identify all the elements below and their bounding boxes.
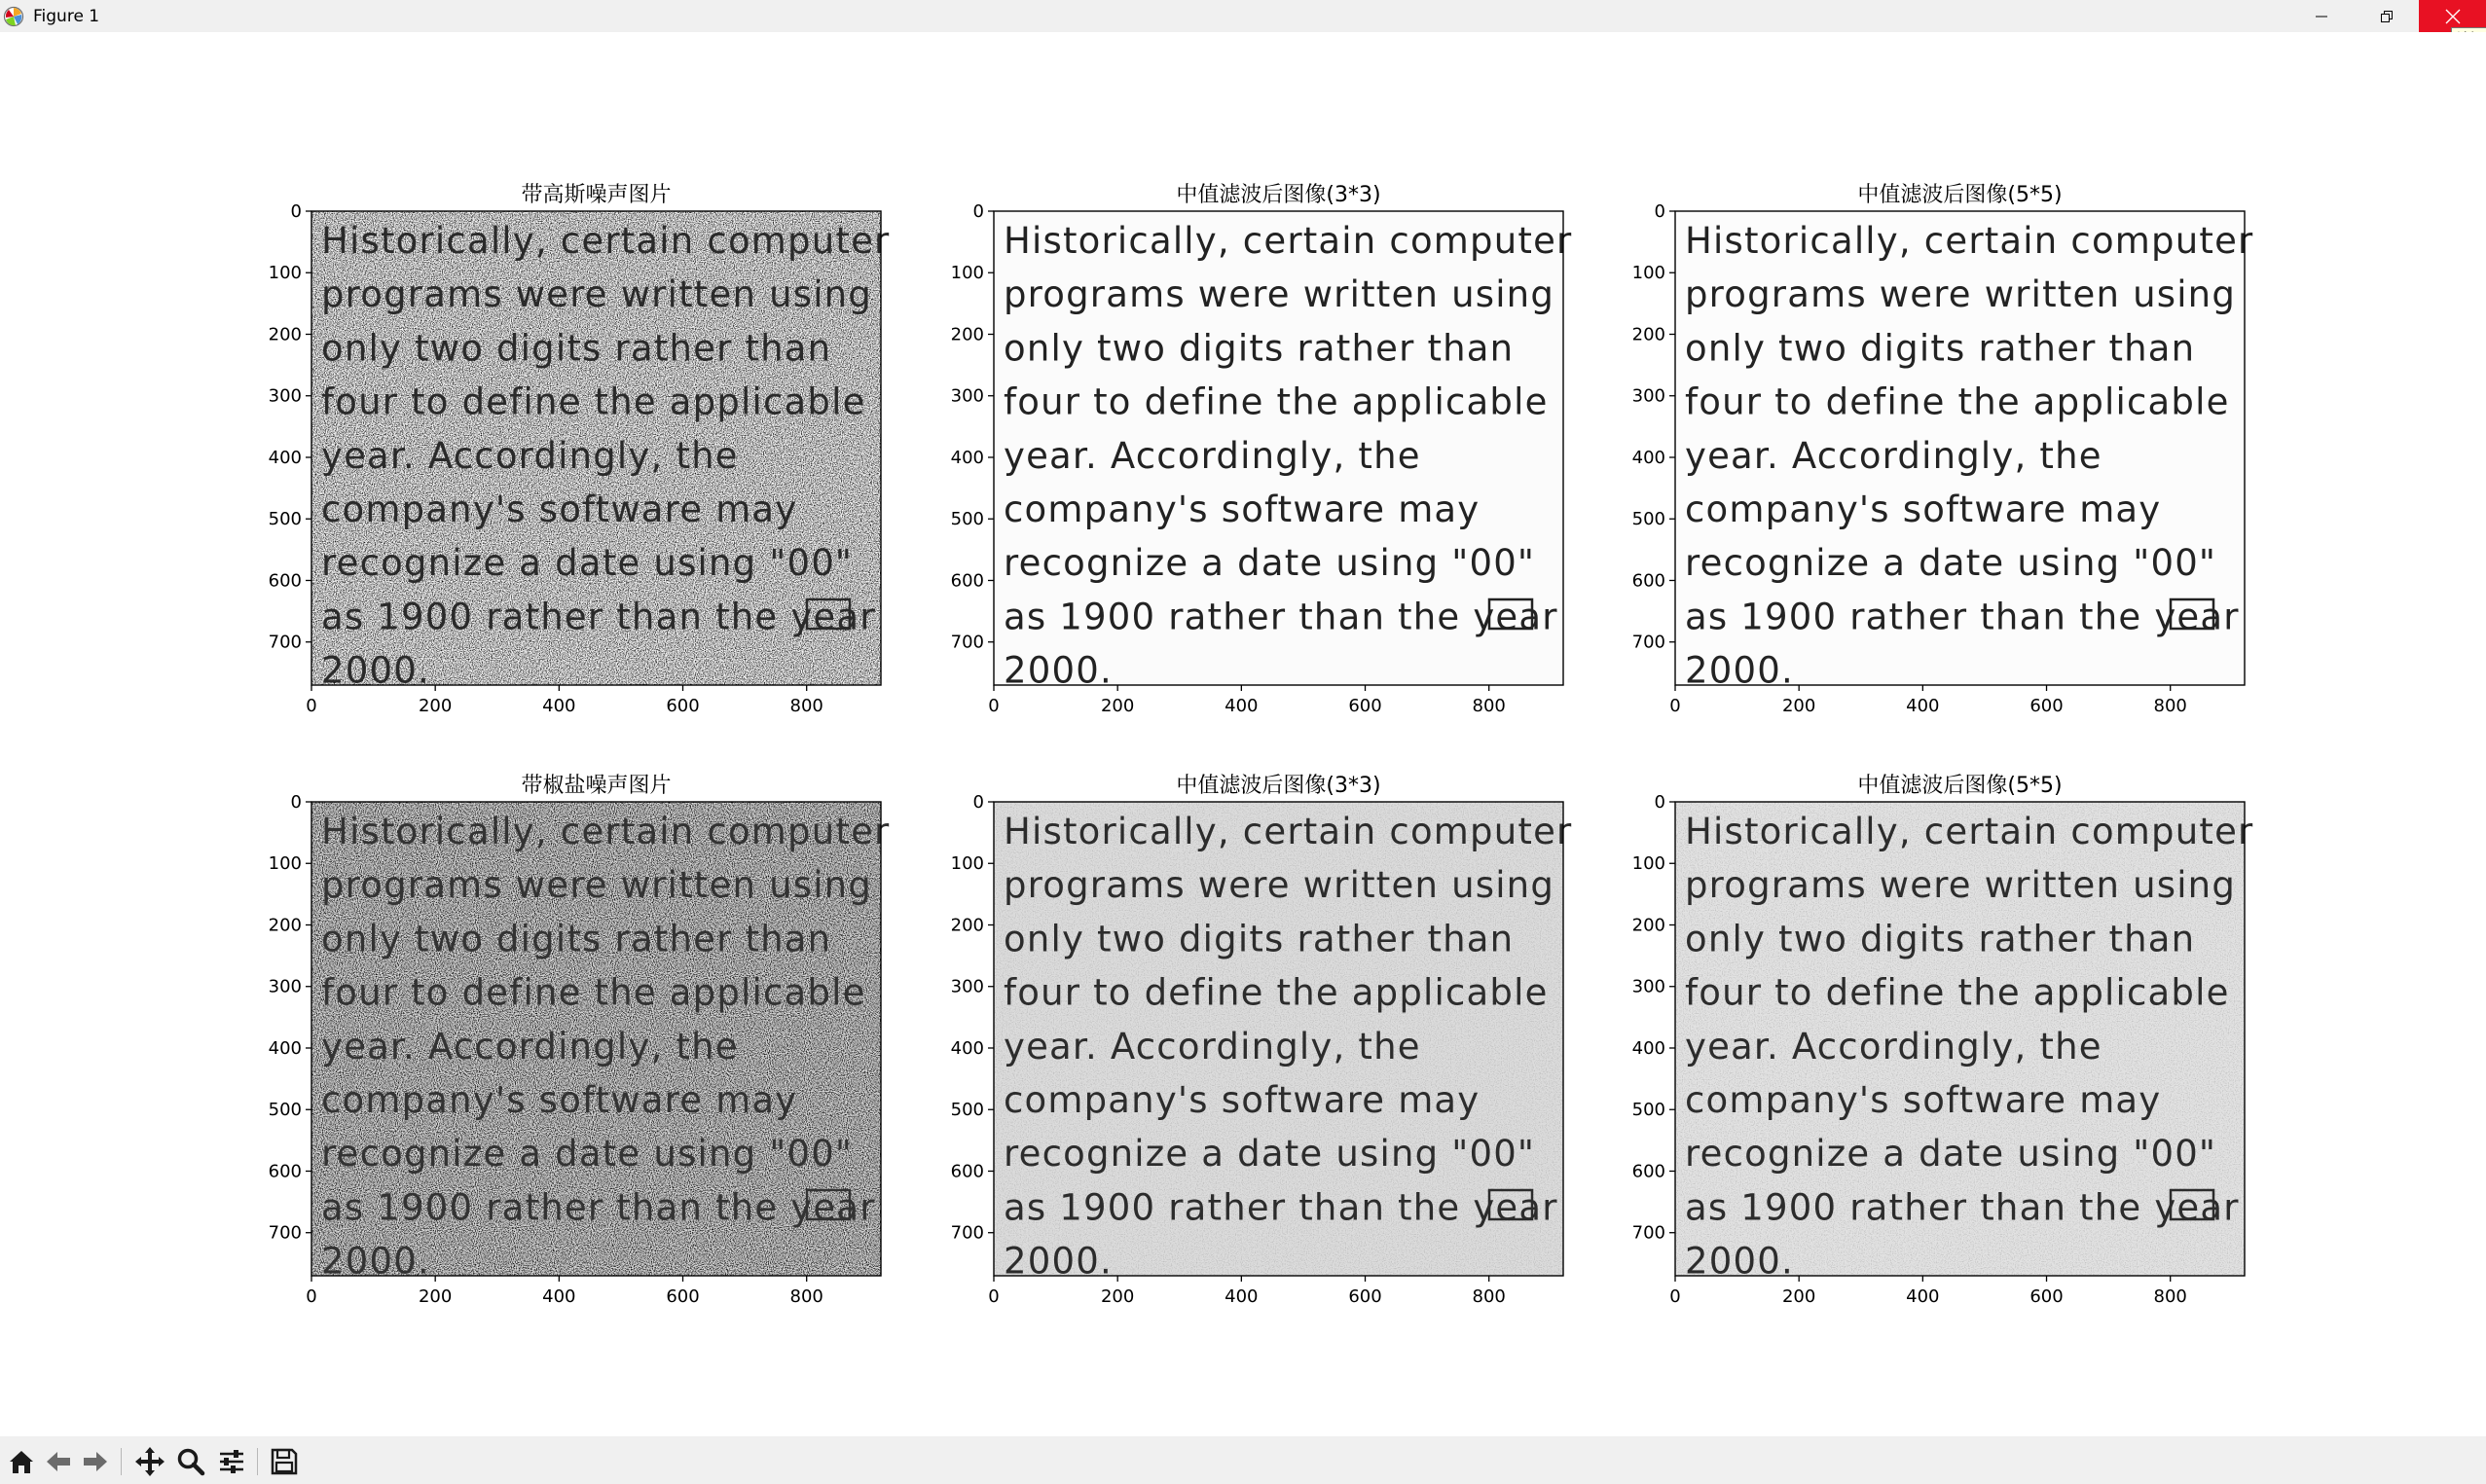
- image-text-line: as 1900 rather than the year: [1004, 1186, 1558, 1229]
- image-text-line: four to define the applicable: [321, 971, 866, 1014]
- y-tick-label: 500: [950, 1100, 984, 1121]
- subplot-axes[interactable]: [951, 774, 1573, 1307]
- y-tick-label: 100: [268, 853, 302, 875]
- x-tick-label: 600: [2029, 696, 2064, 716]
- image-text-line: only two digits rather than: [1685, 327, 2196, 370]
- y-tick-label: 200: [950, 915, 984, 936]
- image-text-line: as 1900 rather than the year: [1685, 1186, 2240, 1229]
- image-text-line: four to define the applicable: [1685, 380, 2230, 423]
- y-tick-label: 600: [950, 1161, 984, 1182]
- y-tick-label: 300: [1631, 385, 1665, 407]
- pan-button[interactable]: [132, 1446, 167, 1477]
- x-tick-label: 800: [1472, 1286, 1506, 1307]
- subplot-axes[interactable]: [269, 183, 891, 716]
- image-text-line: company's software may: [1685, 1079, 2162, 1121]
- image-text-line: only two digits rather than: [321, 918, 832, 960]
- matplotlib-app-icon: [3, 6, 24, 27]
- image-text-line: programs were written using: [1685, 864, 2237, 907]
- x-tick-label: 0: [306, 696, 317, 716]
- y-tick-label: 600: [1631, 570, 1665, 592]
- image-text-line: only two digits rather than: [1004, 918, 1515, 960]
- image-text-line: Historically, certain computer: [1685, 811, 2254, 852]
- axes-title: 中值滤波后图像(3*3): [1176, 774, 1381, 798]
- x-tick-label: 600: [666, 1286, 700, 1307]
- x-tick-label: 400: [1225, 696, 1259, 716]
- image-text-line: four to define the applicable: [1004, 380, 1549, 423]
- x-tick-label: 0: [1669, 696, 1681, 716]
- image-text-line: Historically, certain computer: [321, 220, 891, 262]
- configure-subplots-icon: [217, 1448, 246, 1475]
- y-tick-label: 700: [1631, 632, 1665, 653]
- image-text-line: 2000.: [1685, 649, 1794, 692]
- back-button[interactable]: [41, 1446, 76, 1477]
- subplot-axes[interactable]: [951, 183, 1573, 716]
- subplot-axes[interactable]: [269, 774, 891, 1307]
- restore-button[interactable]: [2352, 0, 2422, 32]
- y-tick-label: 700: [1631, 1222, 1665, 1244]
- image-text-line: recognize a date using "00": [321, 542, 854, 585]
- image-text-line: programs were written using: [321, 273, 873, 316]
- x-tick-label: 400: [542, 1286, 576, 1307]
- subplot-axes[interactable]: [1632, 774, 2254, 1307]
- toolbar-separator: [121, 1448, 122, 1475]
- y-tick-label: 500: [1631, 1100, 1665, 1121]
- x-tick-label: 0: [988, 1286, 1000, 1307]
- image-text-line: recognize a date using "00": [1004, 542, 1536, 585]
- image-text-line: year. Accordingly, the: [1685, 434, 2102, 477]
- y-tick-label: 0: [290, 201, 302, 222]
- y-tick-label: 300: [950, 385, 984, 407]
- home-icon: [7, 1448, 36, 1475]
- x-tick-label: 200: [1781, 1286, 1816, 1307]
- minimize-button[interactable]: [2286, 0, 2357, 32]
- y-tick-label: 200: [950, 324, 984, 345]
- configure-subplots-button[interactable]: [214, 1446, 249, 1477]
- window-titlebar: [0, 0, 2486, 32]
- y-tick-label: 200: [268, 324, 302, 345]
- image-text-line: Historically, certain computer: [1004, 811, 1573, 852]
- axes-title: 中值滤波后图像(3*3): [1176, 183, 1381, 207]
- image-text-line: recognize a date using "00": [1004, 1133, 1536, 1176]
- forward-button[interactable]: [78, 1446, 113, 1477]
- image-text-line: recognize a date using "00": [1685, 1133, 2217, 1176]
- image-text-line: as 1900 rather than the year: [321, 596, 876, 638]
- figure-plot-area: [0, 32, 2486, 1436]
- x-tick-label: 800: [789, 696, 823, 716]
- navigation-toolbar: [0, 1436, 2486, 1484]
- y-tick-label: 400: [1631, 447, 1665, 468]
- image-text-line: recognize a date using "00": [1685, 542, 2217, 585]
- y-tick-label: 0: [1654, 792, 1665, 813]
- image-text-line: as 1900 rather than the year: [321, 1186, 876, 1229]
- x-tick-label: 400: [1906, 1286, 1940, 1307]
- home-button[interactable]: [4, 1446, 39, 1477]
- image-text-line: year. Accordingly, the: [321, 1025, 739, 1068]
- x-tick-label: 200: [418, 696, 453, 716]
- y-tick-label: 100: [268, 263, 302, 284]
- y-tick-label: 100: [1631, 853, 1665, 875]
- subplot-axes[interactable]: [1632, 183, 2254, 716]
- y-tick-label: 100: [1631, 263, 1665, 284]
- y-tick-label: 400: [950, 447, 984, 468]
- pan-icon: [134, 1446, 165, 1477]
- x-tick-label: 600: [1348, 696, 1382, 716]
- image-text-line: company's software may: [321, 489, 798, 530]
- image-text-line: company's software may: [1004, 1079, 1481, 1121]
- image-text-line: year. Accordingly, the: [321, 434, 739, 477]
- image-text-line: programs were written using: [1685, 273, 2237, 316]
- image-text-line: company's software may: [1004, 489, 1481, 530]
- axes-title: 带高斯噪声图片: [521, 183, 672, 207]
- axes-title: 带椒盐噪声图片: [521, 774, 672, 798]
- y-tick-label: 400: [268, 447, 302, 468]
- image-text-line: 2000.: [1004, 649, 1113, 692]
- x-tick-label: 200: [1100, 696, 1135, 716]
- y-tick-label: 600: [1631, 1161, 1665, 1182]
- image-text-line: programs were written using: [1004, 273, 1555, 316]
- image-text-line: 2000.: [1004, 1240, 1113, 1283]
- image-text-line: year. Accordingly, the: [1004, 1025, 1421, 1068]
- y-tick-label: 700: [950, 632, 984, 653]
- x-tick-label: 200: [1781, 696, 1816, 716]
- y-tick-label: 500: [268, 1100, 302, 1121]
- minimize-icon: [2315, 10, 2328, 23]
- image-text-line: Historically, certain computer: [1004, 220, 1573, 262]
- y-tick-label: 300: [268, 385, 302, 407]
- window-title: Figure 1: [33, 7, 100, 26]
- image-text-line: programs were written using: [1004, 864, 1555, 907]
- image-text-line: year. Accordingly, the: [1685, 1025, 2102, 1068]
- x-tick-label: 800: [2153, 696, 2187, 716]
- y-tick-label: 300: [950, 976, 984, 997]
- forward-icon: [81, 1448, 110, 1475]
- y-tick-label: 600: [268, 570, 302, 592]
- y-tick-label: 400: [1631, 1037, 1665, 1059]
- x-tick-label: 0: [306, 1286, 317, 1307]
- y-tick-label: 200: [1631, 324, 1665, 345]
- y-tick-label: 0: [972, 201, 984, 222]
- x-tick-label: 0: [988, 696, 1000, 716]
- image-text-line: 2000.: [321, 649, 430, 692]
- y-tick-label: 700: [268, 632, 302, 653]
- image-text-line: only two digits rather than: [1004, 327, 1515, 370]
- x-tick-label: 0: [1669, 1286, 1681, 1307]
- y-tick-label: 600: [268, 1161, 302, 1182]
- back-icon: [44, 1448, 73, 1475]
- toolbar-separator: [257, 1448, 258, 1475]
- figure-canvas[interactable]: [0, 32, 2486, 1436]
- x-tick-label: 600: [1348, 1286, 1382, 1307]
- image-text-line: 2000.: [1685, 1240, 1794, 1283]
- axes-title: 中值滤波后图像(5*5): [1857, 183, 2063, 207]
- image-text-line: four to define the applicable: [1004, 971, 1549, 1014]
- image-text-line: Historically, certain computer: [321, 811, 891, 852]
- image-text-line: only two digits rather than: [1685, 918, 2196, 960]
- image-text-line: Historically, certain computer: [1685, 220, 2254, 262]
- x-tick-label: 400: [1225, 1286, 1259, 1307]
- y-tick-label: 400: [268, 1037, 302, 1059]
- image-text-line: four to define the applicable: [321, 380, 866, 423]
- y-tick-label: 300: [268, 976, 302, 997]
- axes-title: 中值滤波后图像(5*5): [1857, 774, 2063, 798]
- save-button[interactable]: [267, 1446, 302, 1477]
- image-text-line: company's software may: [321, 1079, 798, 1121]
- image-text-line: programs were written using: [321, 864, 873, 907]
- image-text-line: four to define the applicable: [1685, 971, 2230, 1014]
- x-tick-label: 800: [1472, 696, 1506, 716]
- y-tick-label: 0: [972, 792, 984, 813]
- image-text-line: 2000.: [321, 1240, 430, 1283]
- image-text-line: recognize a date using "00": [321, 1133, 854, 1176]
- x-tick-label: 600: [666, 696, 700, 716]
- y-tick-label: 100: [950, 853, 984, 875]
- restore-icon: [2380, 10, 2394, 23]
- image-text-line: year. Accordingly, the: [1004, 434, 1421, 477]
- image-text-line: company's software may: [1685, 489, 2162, 530]
- save-icon: [270, 1447, 299, 1476]
- x-tick-label: 200: [418, 1286, 453, 1307]
- y-tick-label: 200: [1631, 915, 1665, 936]
- image-text-line: as 1900 rather than the year: [1004, 596, 1558, 638]
- x-tick-label: 400: [542, 696, 576, 716]
- y-tick-label: 600: [950, 570, 984, 592]
- y-tick-label: 0: [1654, 201, 1665, 222]
- y-tick-label: 500: [268, 509, 302, 530]
- y-tick-label: 400: [950, 1037, 984, 1059]
- y-tick-label: 500: [1631, 509, 1665, 530]
- image-text-line: only two digits rather than: [321, 327, 832, 370]
- y-tick-label: 0: [290, 792, 302, 813]
- y-tick-label: 200: [268, 915, 302, 936]
- image-text-line: as 1900 rather than the year: [1685, 596, 2240, 638]
- zoom-button[interactable]: [173, 1446, 208, 1477]
- x-tick-label: 800: [2153, 1286, 2187, 1307]
- x-tick-label: 400: [1906, 696, 1940, 716]
- y-tick-label: 700: [950, 1222, 984, 1244]
- y-tick-label: 300: [1631, 976, 1665, 997]
- y-tick-label: 100: [950, 263, 984, 284]
- x-tick-label: 600: [2029, 1286, 2064, 1307]
- close-icon: [2445, 9, 2461, 24]
- y-tick-label: 700: [268, 1222, 302, 1244]
- x-tick-label: 800: [789, 1286, 823, 1307]
- x-tick-label: 200: [1100, 1286, 1135, 1307]
- y-tick-label: 500: [950, 509, 984, 530]
- zoom-icon: [176, 1447, 205, 1476]
